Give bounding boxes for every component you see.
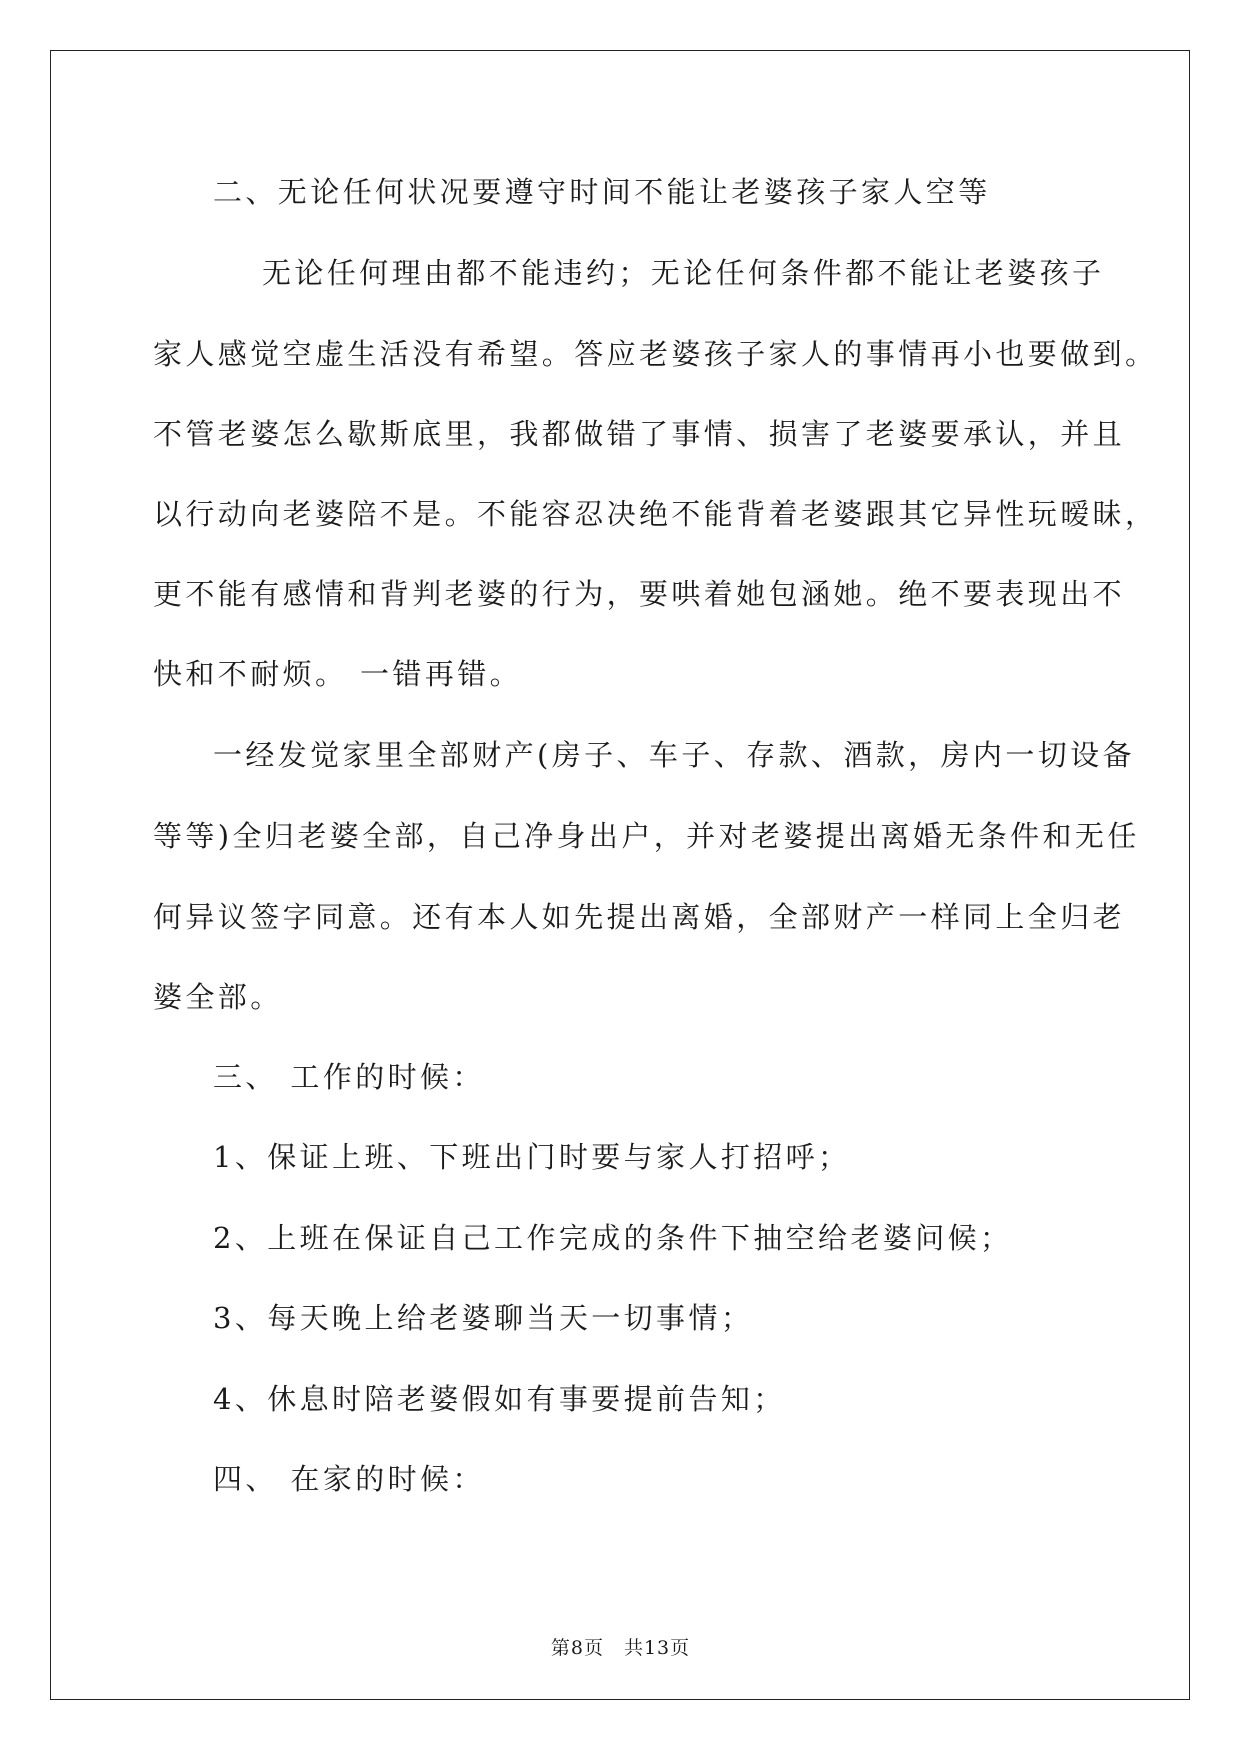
page-border xyxy=(50,50,1190,1700)
list-item: 1、保证上班、下班出门时要与家人打招呼； xyxy=(213,1140,851,1174)
section-heading-3: 三、 工作的时候： xyxy=(213,1060,485,1094)
section-heading-4: 四、 在家的时候： xyxy=(213,1462,485,1496)
paragraph-line: 一经发觉家里全部财产(房子、车子、存款、酒款，房内一切设备 xyxy=(213,738,1135,772)
paragraph-line: 何异议签字同意。还有本人如先提出离婚，全部财产一样同上全归老 xyxy=(153,900,1126,934)
paragraph-line: 快和不耐烦。 一错再错。 xyxy=(153,657,523,691)
list-item: 4、休息时陪老婆假如有事要提前告知； xyxy=(213,1382,786,1416)
paragraph-line: 等等)全归老婆全部，自己净身出户，并对老婆提出离婚无条件和无任 xyxy=(153,819,1140,853)
paragraph-line: 婆全部。 xyxy=(153,980,283,1014)
paragraph-line: 无论任何理由都不能违约；无论任何条件都不能让老婆孩子 xyxy=(262,256,1105,290)
list-item: 2、上班在保证自己工作完成的条件下抽空给老婆问候； xyxy=(213,1221,1013,1255)
paragraph-line: 家人感觉空虚生活没有希望。答应老婆孩子家人的事情再小也要做到。 xyxy=(153,337,1158,371)
list-item: 3、每天晚上给老婆聊当天一切事情； xyxy=(213,1301,754,1335)
paragraph-line: 不管老婆怎么歇斯底里，我都做错了事情、损害了老婆要承认，并且 xyxy=(153,417,1126,451)
page-number-footer: 第8页 共13页 xyxy=(550,1637,691,1659)
section-heading-2: 二、无论任何状况要遵守时间不能让老婆孩子家人空等 xyxy=(213,175,991,209)
paragraph-line: 以行动向老婆陪不是。不能容忍决绝不能背着老婆跟其它异性玩暧昧， xyxy=(153,497,1158,531)
paragraph-line: 更不能有感情和背判老婆的行为，要哄着她包涵她。绝不要表现出不 xyxy=(153,577,1126,611)
